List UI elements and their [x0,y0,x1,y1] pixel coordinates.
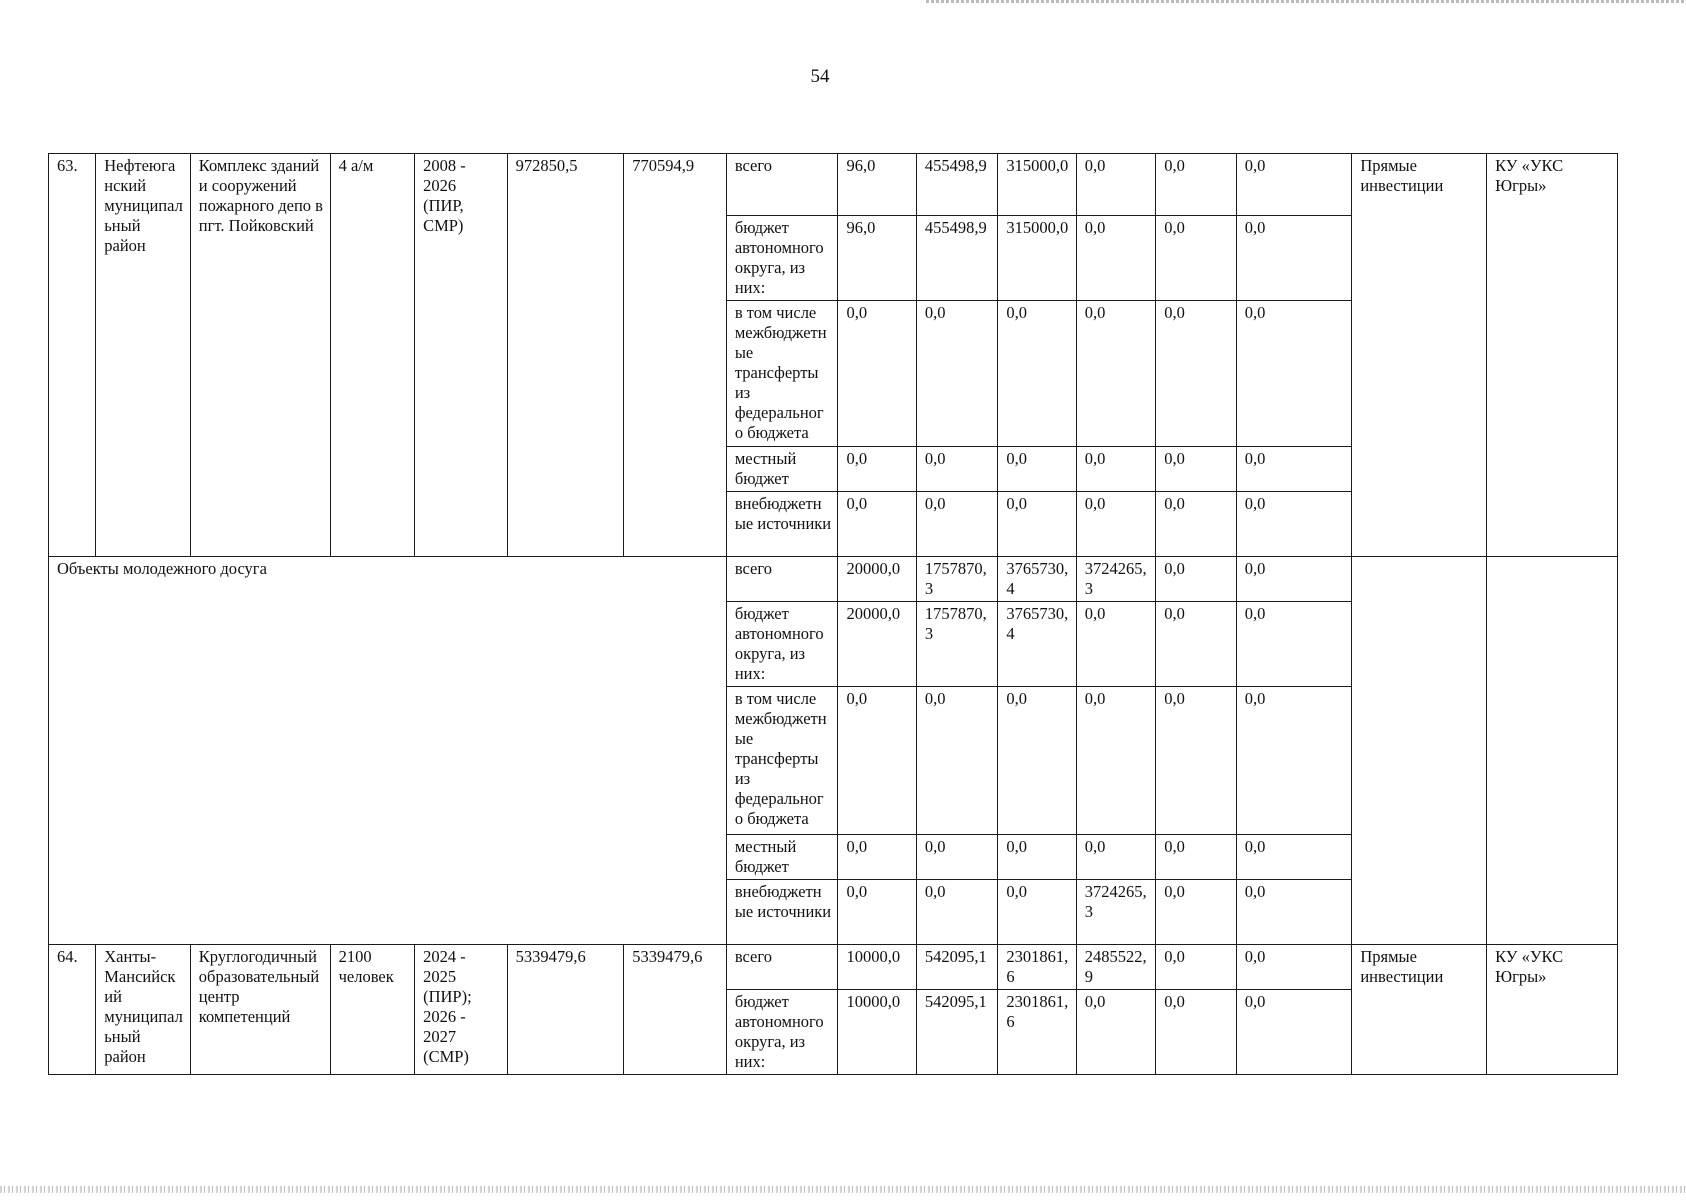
funding-source-cell: бюджет автономного округа, из них: [726,990,838,1075]
value-cell: 0,0 [916,301,997,447]
capacity-cell: 4 а/м [330,154,414,557]
value-cell: 0,0 [1076,835,1155,880]
funding-source-cell: всего [726,557,838,602]
value-cell: 0,0 [1156,687,1236,835]
section-title: Объекты молодежного досуга [49,557,727,945]
value-cell: 0,0 [1156,492,1236,557]
value-cell: 455498,9 [916,154,997,216]
value-cell: 0,0 [1236,154,1352,216]
value-cell: 1757870,3 [916,602,997,687]
value-cell: 0,0 [998,687,1076,835]
value-cell: 0,0 [1236,216,1352,301]
funding-source-cell: бюджет автономного округа, из них: [726,602,838,687]
scan-artifact-bottom [0,1186,1686,1193]
value-cell: 0,0 [1076,990,1155,1075]
value-cell: 3765730,4 [998,602,1076,687]
value-cell: 0,0 [1156,602,1236,687]
value-cell: 20000,0 [838,602,916,687]
value-cell: 0,0 [916,447,997,492]
value-cell: 0,0 [838,687,916,835]
capacity-cell: 2100 человек [330,945,414,1075]
value-cell: 10000,0 [838,945,916,990]
value-cell: 542095,1 [916,990,997,1075]
value-cell: 0,0 [1076,154,1155,216]
funding-source-cell: внебюджетные источники [726,492,838,557]
value-cell: 542095,1 [916,945,997,990]
value-cell: 0,0 [1156,835,1236,880]
value-cell: 0,0 [916,492,997,557]
value-cell: 10000,0 [838,990,916,1075]
value-cell: 0,0 [916,835,997,880]
value-cell: 0,0 [838,447,916,492]
value-cell: 0,0 [998,835,1076,880]
funding-source-cell: внебюджетные источники [726,880,838,945]
value-cell: 0,0 [1156,880,1236,945]
value-cell: 0,0 [1156,447,1236,492]
funding-source-cell: в том числе межбюджетные трансферты из федерального бюджета [726,301,838,447]
value-cell: 0,0 [1156,945,1236,990]
value-cell: 0,0 [1076,447,1155,492]
value-cell: 0,0 [998,447,1076,492]
value-cell: 0,0 [1236,880,1352,945]
value-cell: 96,0 [838,216,916,301]
value-cell: 0,0 [838,880,916,945]
period-cell: 2024 - 2025 (ПИР); 2026 - 2027 (СМР) [415,945,508,1075]
value-cell: 3724265,3 [1076,880,1155,945]
value-cell: 0,0 [1236,687,1352,835]
table-row [49,154,1618,216]
value-cell: 0,0 [1156,216,1236,301]
value-cell: 96,0 [838,154,916,216]
row-number: 63. [49,154,96,557]
investment-table [48,153,1618,1075]
value-cell: 0,0 [1236,557,1352,602]
value-cell: 0,0 [916,687,997,835]
object-cell: Круглогодичный образовательный центр компетенций [190,945,330,1075]
value-cell: 0,0 [838,301,916,447]
customer-cell: КУ «УКС Югры» [1487,154,1618,557]
value-cell: 0,0 [998,880,1076,945]
value-cell: 0,0 [838,835,916,880]
funding-source-cell: в том числе межбюджетные трансферты из федерального бюджета [726,687,838,835]
value-cell: 2301861,6 [998,990,1076,1075]
table-row [49,557,1618,602]
scan-artifact-top [926,0,1686,3]
value-cell: 0,0 [1156,154,1236,216]
value-cell: 0,0 [1156,301,1236,447]
funding-source-cell: местный бюджет [726,835,838,880]
value-cell: 1757870,3 [916,557,997,602]
value-cell: 0,0 [1076,301,1155,447]
funding-source-cell: всего [726,154,838,216]
customer-cell: КУ «УКС Югры» [1487,945,1618,1075]
cost-remaining-cell: 5339479,6 [624,945,727,1075]
value-cell: 455498,9 [916,216,997,301]
funding-source-cell: бюджет автономного округа, из них: [726,216,838,301]
funding-source-cell: местный бюджет [726,447,838,492]
value-cell: 0,0 [1076,602,1155,687]
value-cell: 0,0 [1236,835,1352,880]
value-cell: 0,0 [1156,557,1236,602]
cost-remaining-cell: 770594,9 [624,154,727,557]
value-cell: 0,0 [1236,492,1352,557]
value-cell: 0,0 [1236,990,1352,1075]
value-cell: 0,0 [1236,301,1352,447]
period-cell: 2008 - 2026 (ПИР, СМР) [415,154,508,557]
value-cell: 0,0 [1156,990,1236,1075]
value-cell: 3724265,3 [1076,557,1155,602]
value-cell: 315000,0 [998,154,1076,216]
value-cell: 0,0 [838,492,916,557]
cost-total-cell: 5339479,6 [507,945,624,1075]
value-cell: 0,0 [916,880,997,945]
funding-source-cell: всего [726,945,838,990]
value-cell: 2301861,6 [998,945,1076,990]
mechanism-cell: Прямые инвестиции [1352,154,1487,557]
page-number: 54 [810,66,830,87]
value-cell: 0,0 [998,492,1076,557]
object-cell: Комплекс зданий и сооружений пожарного депо в пгт. Пойковский [190,154,330,557]
value-cell: 0,0 [1236,447,1352,492]
value-cell: 2485522,9 [1076,945,1155,990]
mechanism-cell: Прямые инвестиции [1352,945,1487,1075]
municipality-cell: Ханты-Мансийский муниципальный район [96,945,191,1075]
cost-total-cell: 972850,5 [507,154,624,557]
value-cell: 315000,0 [998,216,1076,301]
value-cell: 20000,0 [838,557,916,602]
table-row [49,945,1618,990]
municipality-cell: Нефтеюганский муниципальный район [96,154,191,557]
value-cell: 0,0 [998,301,1076,447]
value-cell: 0,0 [1236,602,1352,687]
mechanism-cell-empty [1352,557,1487,945]
value-cell: 3765730,4 [998,557,1076,602]
value-cell: 0,0 [1236,945,1352,990]
value-cell: 0,0 [1076,216,1155,301]
value-cell: 0,0 [1076,492,1155,557]
row-number: 64. [49,945,96,1075]
customer-cell-empty [1487,557,1618,945]
value-cell: 0,0 [1076,687,1155,835]
